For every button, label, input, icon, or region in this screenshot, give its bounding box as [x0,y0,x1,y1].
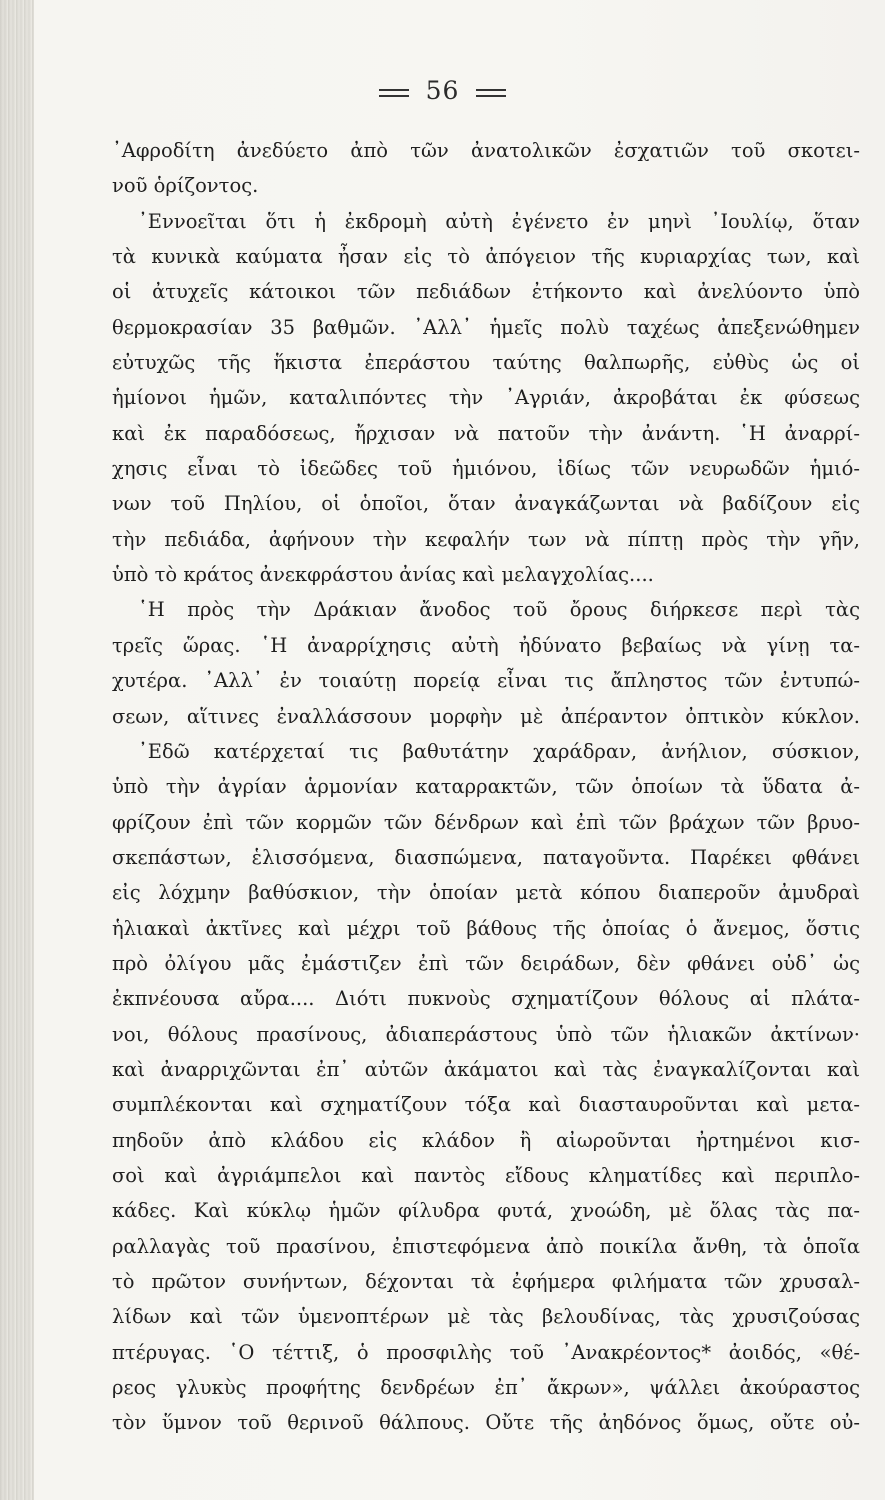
text-line: οἱ ἀτυχεῖς κάτοικοι τῶν πεδιάδων ἐτήκοντο καὶ ἀνελύοντο ὑπὸ [112,280,860,304]
text-line: χησις εἶναι τὸ ἰδεῶδες τοῦ ἡμιόνου, ἰδίως τῶν νευρωδῶν ἡμιό- [112,457,860,481]
text-line: νοι, θόλους πρασίνους, ἀδιαπεράστους ὑπὸ τῶν ἡλιακῶν ἀκτίνων· [112,1022,860,1046]
text-line: ἡμίονοι ἡμῶν, καταλιπόντες τὴν ᾿Αγριάν, ἀκροβάται ἐκ φύσεως [112,386,860,410]
text-line: τὸ πρῶτον συνήντων, δέχονται τὰ ἐφήμερα φιλήματα τῶν χρυσαλ- [112,1270,860,1293]
text-line: συμπλέκονται καὶ σχηματίζουν τόξα καὶ διασταυροῦνται καὶ μετα- [112,1093,860,1117]
text-line: σεων, αἵτινες ἐναλλάσσουν μορφὴν μὲ ἀπέραντον ὀπτικὸν κύκλον. [112,704,860,728]
text-line: τὸν ὕμνον τοῦ θερινοῦ θάλπους. Οὔτε τῆς ἀηδόνος ὅμως, οὔτε οὐ- [112,1411,860,1435]
text-line: ὑπὸ τὸ κράτος ἀνεκφράστου ἀνίας καὶ μελαγχολίας.... [112,563,654,587]
text-line: καὶ ἐκ παραδόσεως, ἤρχισαν νὰ πατοῦν τὴν ἀνάντη. ῾Η ἀναρρί- [112,421,860,445]
text-line: ᾿Εννοεῖται ὅτι ἡ ἐκδρομὴ αὐτὴ ἐγένετο ἐν μηνὶ ᾿Ιουλίῳ, ὅταν [138,209,860,233]
text-line: καὶ ἀναρριχῶνται ἐπ᾿ αὐτῶν ἀκάματοι καὶ τὰς ἐναγκαλίζονται καὶ [112,1057,860,1081]
text-line: ἡλιακαὶ ἀκτῖνες καὶ μέχρι τοῦ βάθους τῆς ὁποίας ὁ ἄνεμος, ὅστις [112,916,860,940]
text-line: νοῦ ὁρίζοντος. [112,174,259,198]
text-line: ῾Η πρὸς τὴν Δράκιαν ἄνοδος τοῦ ὄρους διήρκεσε περὶ τὰς [138,598,860,622]
text-line: θερμοκρασίαν 35 βαθμῶν. ᾿Αλλ᾿ ἡμεῖς πολὺ ταχέως ἀπεξενώθημεν [112,315,860,339]
page-number: 56 [425,76,460,105]
text-line: εἰς λόχμην βαθύσκιον, τὴν ὁποίαν μετὰ κόπου διαπεροῦν ἀμυδραὶ [112,881,860,905]
text-line: τὰ κυνικὰ καύματα ἦσαν εἰς τὸ ἀπόγειον τῆς κυριαρχίας των, καὶ [112,245,860,269]
text-line: ραλλαγὰς τοῦ πρασίνου, ἐπιστεφόμενα ἀπὸ ποικίλα ἄνθη, τὰ ὁποῖα [112,1234,860,1258]
page-header [0,76,885,105]
text-line: ρεος γλυκὺς προφήτης δενδρέων ἐπ᾿ ἄκρων», ψάλλει ἀκούραστος [112,1376,860,1400]
header-rule-right [476,89,506,97]
text-line: νων τοῦ Πηλίου, οἱ ὁποῖοι, ὅταν ἀναγκάζωνται νὰ βαδίζουν εἰς [112,492,860,516]
text-line: ᾿Αφροδίτη ἀνεδύετο ἀπὸ τῶν ἀνατολικῶν ἐσχατιῶν τοῦ σκοτει- [112,139,860,162]
text-line: πηδοῦν ἀπὸ κλάδου εἰς κλάδον ἢ αἰωροῦνται ἠρτημένοι κισ- [112,1128,860,1152]
text-line: ᾿Εδῶ κατέρχεταί τις βαθυτάτην χαράδραν, ἀνήλιον, σύσκιον, [138,739,860,763]
text-line: τρεῖς ὥρας. ῾Η ἀναρρίχησις αὐτὴ ἠδύνατο βεβαίως νὰ γίνῃ τα- [112,633,860,657]
text-line: λίδων καὶ τῶν ὑμενοπτέρων μὲ τὰς βελουδίνας, τὰς χρυσιζούσας [112,1305,860,1329]
text-line: εὐτυχῶς τῆς ἥκιστα ἐπεράστου ταύτης θαλπωρῆς, εὐθὺς ὡς οἱ [112,351,860,375]
text-line: τὴν πεδιάδα, ἀφήνουν τὴν κεφαλήν των νὰ πίπτῃ πρὸς τὴν γῆν, [112,527,860,551]
body-text [112,133,860,1441]
text-line: πρὸ ὀλίγου μᾶς ἐμάστιζεν ἐπὶ τῶν δειράδων, δὲν φθάνει οὐδ᾿ ὡς [112,951,860,975]
text-line: ὑπὸ τὴν ἀγρίαν ἁρμονίαν καταρρακτῶν, τῶν ὁποίων τὰ ὕδατα ἀ- [112,775,860,799]
text-line: χυτέρα. ᾿Αλλ᾿ ἐν τοιαύτῃ πορείᾳ εἶναι τις ἄπληστος τῶν ἐντυπώ- [112,669,860,693]
text-line: σοὶ καὶ ἀγριάμπελοι καὶ παντὸς εἴδους κληματίδες καὶ περιπλο- [112,1163,860,1187]
text-line: σκεπάστων, ἑλισσόμενα, διασπώμενα, παταγοῦντα. Παρέκει φθάνει [112,845,860,869]
text-line: φρίζουν ἐπὶ τῶν κορμῶν τῶν δένδρων καὶ ἐπὶ τῶν βράχων τῶν βρυο- [112,810,860,834]
text-line: πτέρυγας. ῾Ο τέττιξ, ὁ προσφιλὴς τοῦ ᾿Ανακρέοντος* ἀοιδός, «θέ- [112,1340,860,1364]
book-spine-edge [0,0,34,1500]
text-line: κάδες. Καὶ κύκλῳ ἡμῶν φίλυδρα φυτά, χνοώδη, μὲ ὅλας τὰς πα- [112,1199,860,1223]
header-rule-left [379,89,409,97]
text-line: ἐκπνέουσα αὔρα.... Διότι πυκνοὺς σχηματίζουν θόλους αἱ πλάτα- [112,987,860,1011]
